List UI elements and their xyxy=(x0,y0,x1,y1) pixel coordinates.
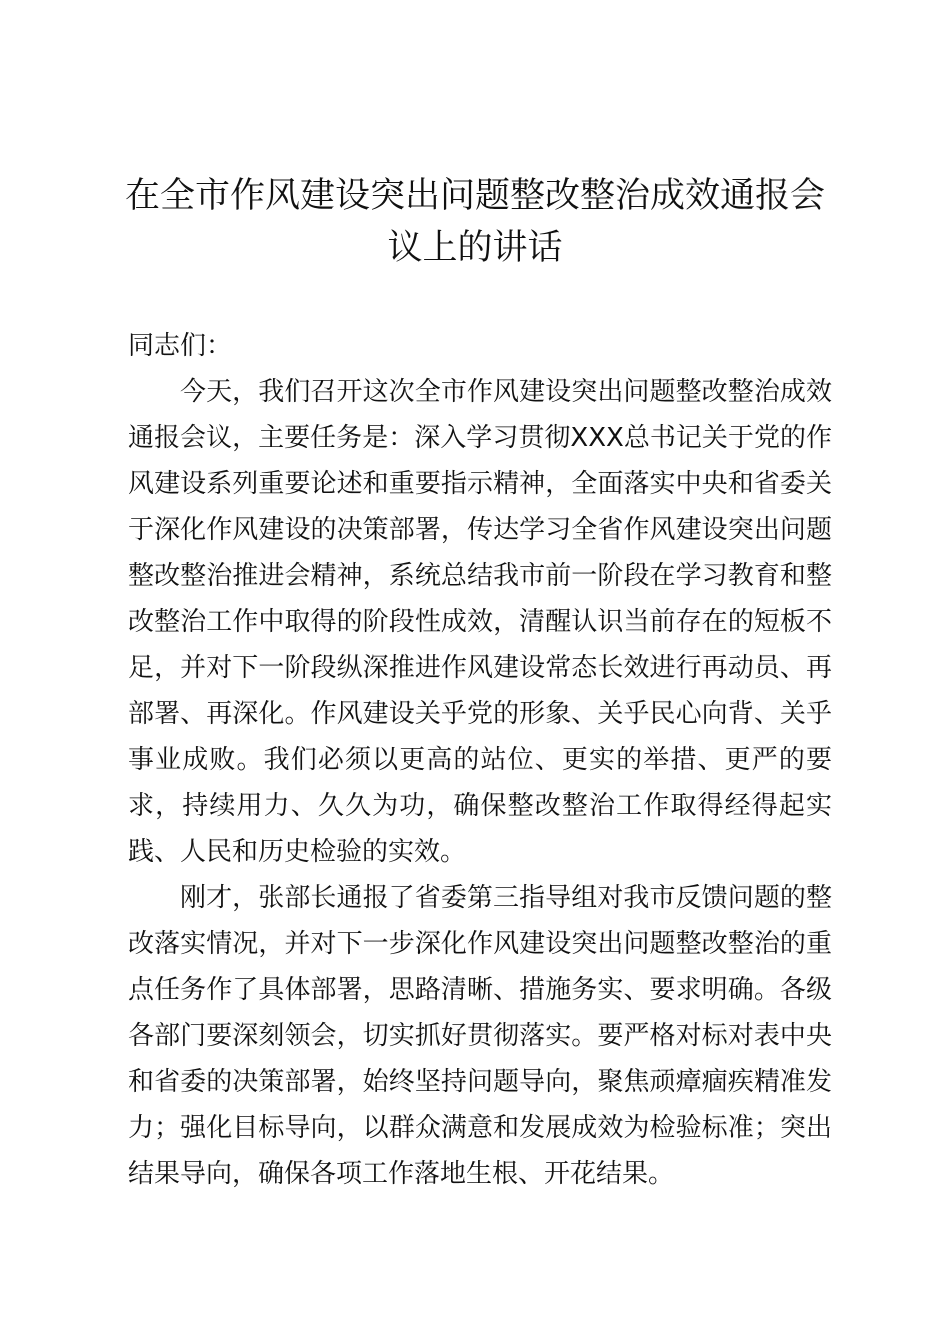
document-title: 在全市作风建设突出问题整改整治成效通报会议上的讲话 xyxy=(124,176,825,268)
document-body xyxy=(128,323,832,1197)
paragraph-2: 刚才，张部长通报了省委第三指导组对我市反馈问题的整改落实情况，并对下一步深化作风建设突出问题整改整治的重点任务作了具体部署，思路清晰、措施务实、要求明确。各级各部门要深刻领会，切实抓好贯彻落实。要严格对标对表中央和省委的决策部署，始终坚持问题导向，聚焦顽瘴痼疾精准发力；强化目标导向，以群众满意和发展成效为检验标准；突出结果导向，确保各项工作落地生根、开花结果。 xyxy=(128,883,832,1189)
paragraph-1: 今天，我们召开这次全市作风建设突出问题整改整治成效通报会议，主要任务是：深入学习贯彻XXX总书记关于党的作风建设系列重要论述和重要指示精神，全面落实中央和省委关于深化作风建设的决策部署，传达学习全省作风建设突出问题整改整治推进会精神，系统总结我市前一阶段在学习教育和整改整治工作中取得的阶段性成效，清醒认识当前存在的短板不足，并对下一阶段纵深推进作风建设常态长效进行再动员、再部署、再深化。作风建设关乎党的形象、关乎民心向背、关乎事业成败。我们必须以更高的站位、更实的举措、更严的要求，持续用力、久久为功，确保整改整治工作取得经得起实践、人民和历史检验的实效。 xyxy=(128,377,832,867)
salutation: 同志们： xyxy=(128,331,233,361)
